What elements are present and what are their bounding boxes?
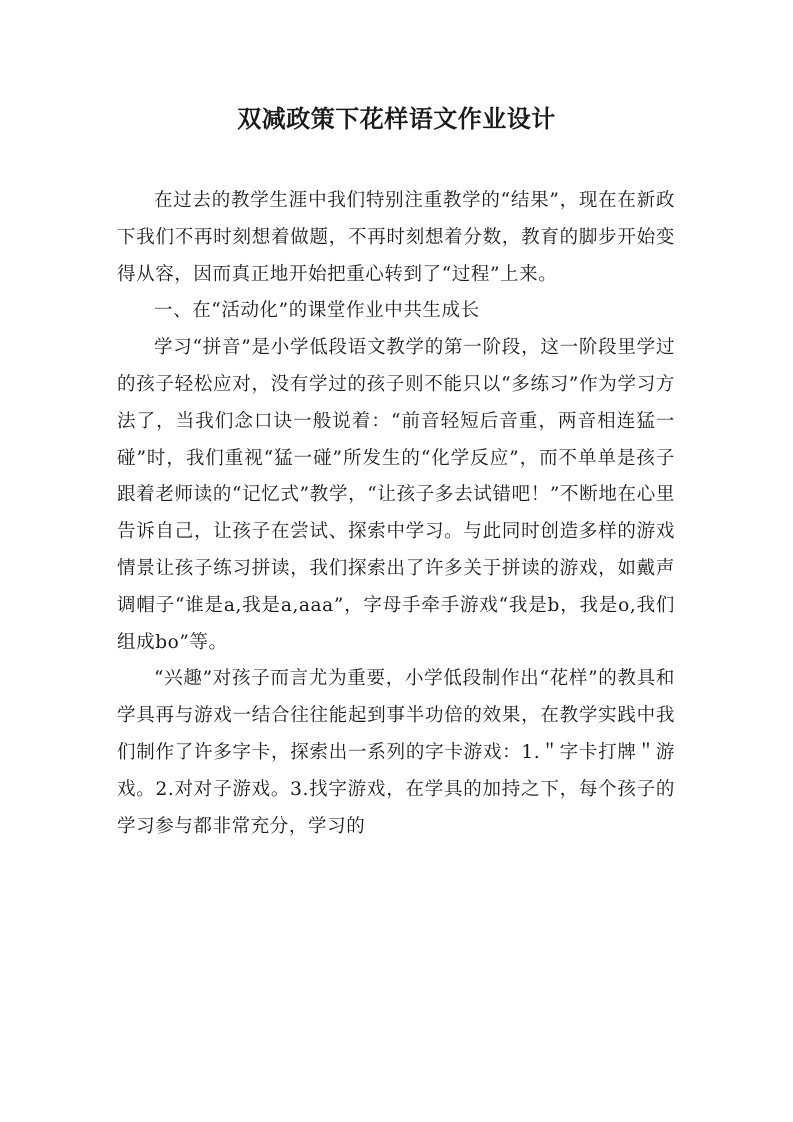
document-title: 双减政策下花样语文作业设计 xyxy=(237,104,556,133)
paragraph-intro: 在过去的教学生涯中我们特别注重教学的“结果”，现在在新政下我们不再时刻想着做题，不再时刻想着分数，教育的脚步开始变得从容，因而真正地开始把重心转到了“过程”上来。 xyxy=(117,190,675,285)
paragraph-pinyin: 学习“拼音”是小学低段语文教学的第一阶段，这一阶段里学过的孩子轻松应对，没有学过的孩子则不能只以“多练习”作为学习方法了，当我们念口诀一般说着：“前音轻短后音重，两音相连猛一碰”时，我们重视“猛一碰”所发生的“化学反应”，而不单单是孩子跟着老师读的“记忆式”教学，“让孩子多去试错吧！”不断地在心里告诉自己，让孩子在尝试、探索中学习。与此同时创造多样的游戏情景让孩子练习拼读，我们探索出了许多关于拼读的游戏，如戴声调帽子“谁是a,我是a,aaa”，字母手牵手游戏“我是b，我是o,我们组成bo”等。 xyxy=(117,337,675,653)
section-heading-1: 一、在“活动化”的课堂作业中共生成长 xyxy=(154,300,480,322)
document-body xyxy=(117,183,675,845)
paragraph-interest: “兴趣”对孩子而言尤为重要，小学低段制作出“花样”的教具和学具再与游戏一结合往往能起到事半功倍的效果，在教学实践中我们制作了许多字卡，探索出一系列的字卡游戏：1.＂字卡打牌＂游戏。2.对对子游戏。3.找字游戏，在学具的加持之下，每个孩子的学习参与都非常充分，学习的 xyxy=(117,668,675,837)
